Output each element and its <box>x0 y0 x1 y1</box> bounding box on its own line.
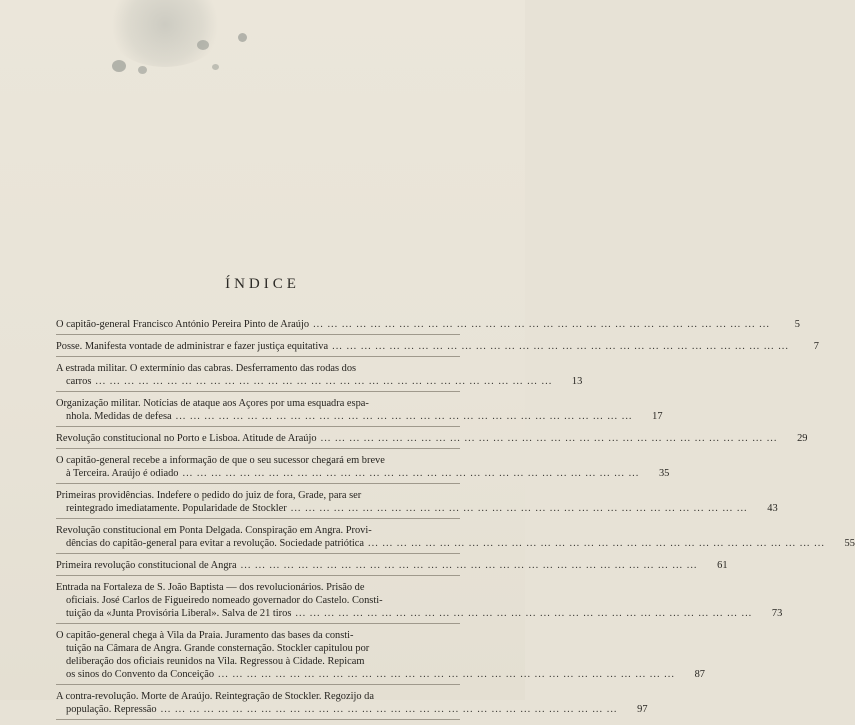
water-stain <box>105 0 225 67</box>
toc-entry-text: Entrada na Fortaleza de S. João Baptista — dos revolucionários. Prisão de <box>56 582 365 593</box>
toc-entry <box>56 581 783 624</box>
toc-page-number: 13 <box>571 376 583 387</box>
toc-page-number: 61 <box>717 560 728 571</box>
toc-entry-line <box>56 467 670 480</box>
dot-leader <box>295 607 752 620</box>
toc-page-number: 97 <box>637 704 648 715</box>
toc-entry-text: O capitão-general recebe a informação de que o seu sucessor chegará em breve <box>56 455 385 466</box>
toc-entry-text: os sinos do Convento da Conceição <box>66 669 215 680</box>
toc-entry-line <box>56 629 460 642</box>
toc-entry-line <box>56 690 460 703</box>
toc-entry-line <box>56 454 460 467</box>
toc-entry-line <box>56 581 460 594</box>
dot-leader <box>368 537 825 550</box>
page-title: ÍNDICE <box>225 276 300 292</box>
toc-page-number: 29 <box>797 433 808 444</box>
toc-entry-text: população. Repressão <box>66 704 157 715</box>
toc-entry-line <box>56 489 460 502</box>
toc-entry-line <box>56 537 855 550</box>
toc-entry-text: O capitão-general chega à Vila da Praia. Juramento das bases da consti- <box>56 630 354 641</box>
toc-entry-text: tuição na Câmara de Angra. Grande consternação. Stockler capitulou por <box>66 643 370 654</box>
toc-page-number: 55 <box>844 538 855 549</box>
toc-entry <box>56 432 808 449</box>
toc-entry-text: Posse. Manifesta vontade de administrar e fazer justiça equitativa <box>56 341 329 352</box>
water-stain <box>138 66 147 74</box>
toc-page-number: 5 <box>794 319 800 330</box>
toc-entry-line <box>56 410 663 423</box>
toc-entry <box>56 629 705 685</box>
toc-page-number: 35 <box>658 468 670 479</box>
toc-entry-text: Primeira revolução constitucional de Angra <box>56 560 237 571</box>
toc-entry-text: tuição da «Junta Provisória Liberal». Salva de 21 tiros <box>66 608 292 619</box>
toc-entry <box>56 690 648 720</box>
toc-entry-line <box>56 642 460 655</box>
toc-entry-text: carros <box>66 376 92 387</box>
toc-entry-text: Revolução constitucional em Ponta Delgada. Conspiração em Angra. Provi- <box>56 525 372 536</box>
toc-entry-text: Organização militar. Notícias de ataque aos Açores por uma esquadra espa- <box>56 398 369 409</box>
dot-leader <box>95 375 552 388</box>
toc-entry <box>56 489 778 519</box>
toc-entry-line <box>56 655 460 668</box>
toc-entry <box>56 454 670 484</box>
toc-entry-line <box>56 668 705 681</box>
table-of-contents <box>56 318 855 725</box>
toc-entry-line <box>56 703 648 716</box>
toc-entry-text: reintegrado imediatamente. Popularidade de Stockler <box>66 503 287 514</box>
toc-entry-line <box>56 362 460 375</box>
toc-entry-text: à Terceira. Araújo é odiado <box>66 468 179 479</box>
toc-page-number: 17 <box>652 411 663 422</box>
water-stain <box>197 40 209 50</box>
toc-entry-line <box>56 524 460 537</box>
dot-leader <box>161 703 618 716</box>
toc-entry <box>56 559 728 576</box>
toc-entry-text: O capitão-general Francisco António Pereira Pinto de Araújo <box>56 319 310 330</box>
toc-page-number: 43 <box>767 503 778 514</box>
toc-entry-line <box>56 559 728 572</box>
toc-entry-line <box>56 340 819 353</box>
toc-entry-line <box>56 432 808 445</box>
dot-leader <box>218 668 675 681</box>
toc-page-number: 73 <box>771 608 783 619</box>
toc-entry-text: nhola. Medidas de defesa <box>66 411 172 422</box>
toc-page-number: 7 <box>813 341 819 352</box>
toc-entry-line <box>56 502 778 515</box>
dot-leader <box>332 340 789 353</box>
toc-entry <box>56 362 583 392</box>
toc-entry-text: dências do capitão-general para evitar a revolução. Sociedade patriótica <box>66 538 365 549</box>
dot-leader <box>182 467 639 480</box>
toc-entry <box>56 524 855 554</box>
toc-entry-line <box>56 594 460 607</box>
toc-entry-text: A contra-revolução. Morte de Araújo. Reintegração de Stockler. Regozijo da <box>56 691 374 702</box>
toc-entry-text: deliberação dos oficiais reunidos na Vila. Regressou à Cidade. Repicam <box>66 656 365 667</box>
toc-entry-text: A estrada militar. O extermínio das cabras. Desferramento das rodas dos <box>56 363 357 374</box>
toc-entry-text: Revolução constitucional no Porto e Lisboa. Atitude de Araújo <box>56 433 317 444</box>
dot-leader <box>321 432 778 445</box>
toc-entry-text: Primeiras providências. Indefere o pedido do juiz de fora, Grade, para ser <box>56 490 362 501</box>
dot-leader <box>313 318 770 331</box>
toc-entry <box>56 318 800 335</box>
toc-page-number: 87 <box>694 669 705 680</box>
toc-entry-line <box>56 318 800 331</box>
toc-entry <box>56 397 663 427</box>
toc-entry-line <box>56 375 583 388</box>
dot-leader <box>241 559 698 572</box>
dot-leader <box>176 410 633 423</box>
water-stain <box>238 33 247 42</box>
dot-leader <box>291 502 748 515</box>
toc-entry <box>56 340 819 357</box>
water-stain <box>112 60 126 72</box>
toc-entry-text: oficiais. José Carlos de Figueiredo nomeado governador do Castelo. Consti- <box>66 595 383 606</box>
toc-entry-line <box>56 397 460 410</box>
water-stain <box>212 64 219 70</box>
toc-entry-line <box>56 607 783 620</box>
